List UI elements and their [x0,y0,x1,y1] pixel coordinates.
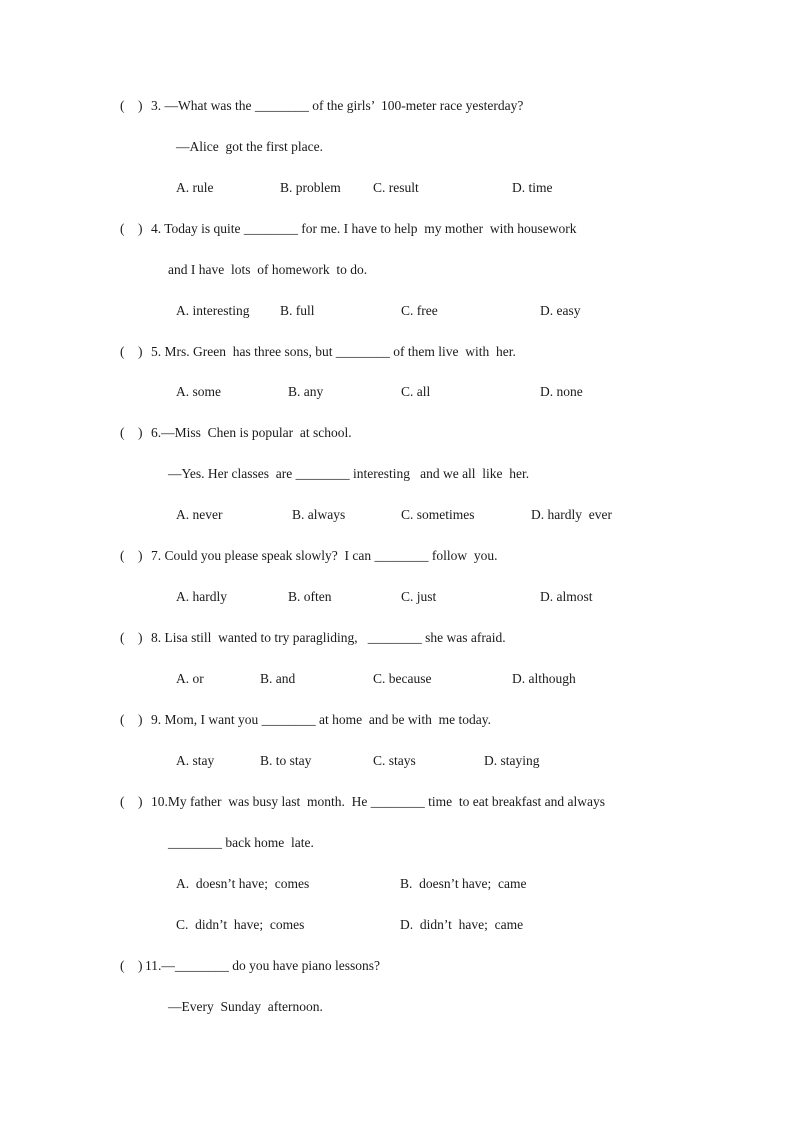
option-a[interactable]: A. interesting [176,303,250,318]
option-b[interactable]: B. and [260,671,296,686]
option-a[interactable]: A. doesn’t have; comes [176,876,310,891]
question-line: and I have lots of homework to do. [168,262,368,277]
answer-blank[interactable]: ( ) [120,425,143,440]
option-b[interactable]: B. often [288,589,332,604]
question-line: ________ back home late. [168,835,314,850]
option-c[interactable]: C. because [373,671,432,686]
option-d[interactable]: D. hardly ever [531,507,612,522]
question-line: —Alice got the first place. [176,139,323,154]
answer-blank[interactable]: ( ) [120,712,143,727]
option-a[interactable]: A. or [176,671,204,686]
question-stem: 4. Today is quite ________ for me. I have to help my mother with housework [151,221,577,236]
option-b[interactable]: B. always [292,507,346,522]
option-c[interactable]: C. sometimes [401,507,475,522]
option-a[interactable]: A. some [176,384,221,399]
question-stem: 9. Mom, I want you ________ at home and be with me today. [151,712,491,727]
question-line: —Yes. Her classes are ________ interesting and we all like her. [168,466,530,481]
answer-blank[interactable]: ( ) [120,630,143,645]
answer-blank[interactable]: ( ) [120,98,143,113]
option-d[interactable]: D. easy [540,303,581,318]
answer-blank[interactable]: ( ) [120,794,143,809]
option-b[interactable]: B. problem [280,180,341,195]
option-a[interactable]: A. rule [176,180,214,195]
option-d[interactable]: D. staying [484,753,540,768]
option-c[interactable]: C. result [373,180,419,195]
question-stem: 8. Lisa still wanted to try paragliding, ________ she was afraid. [151,630,506,645]
option-d[interactable]: D. didn’t have; came [400,917,524,932]
question-stem: 6.—Miss Chen is popular at school. [151,425,352,440]
question-stem: 7. Could you please speak slowly? I can ________ follow you. [151,548,498,563]
option-c[interactable]: C. all [401,384,431,399]
option-a[interactable]: A. hardly [176,589,227,604]
option-b[interactable]: B. doesn’t have; came [400,876,527,891]
question-line: —Every Sunday afternoon. [168,999,323,1014]
option-c[interactable]: C. didn’t have; comes [176,917,305,932]
option-b[interactable]: B. to stay [260,753,312,768]
answer-blank[interactable]: ( ) [120,958,143,973]
option-b[interactable]: B. full [280,303,315,318]
answer-blank[interactable]: ( ) [120,548,143,563]
option-c[interactable]: C. free [401,303,438,318]
question-stem: 11.—________ do you have piano lessons? [145,958,380,973]
answer-blank[interactable]: ( ) [120,344,143,359]
option-b[interactable]: B. any [288,384,324,399]
option-d[interactable]: D. time [512,180,553,195]
option-d[interactable]: D. almost [540,589,593,604]
answer-blank[interactable]: ( ) [120,221,143,236]
option-a[interactable]: A. stay [176,753,215,768]
option-a[interactable]: A. never [176,507,223,522]
option-c[interactable]: C. just [401,589,437,604]
option-d[interactable]: D. although [512,671,576,686]
question-stem: 3. —What was the ________ of the girls’ 100-meter race yesterday? [151,98,524,113]
option-c[interactable]: C. stays [373,753,416,768]
question-stem: 5. Mrs. Green has three sons, but ________ of them live with her. [151,344,516,359]
option-d[interactable]: D. none [540,384,583,399]
question-stem: 10.My father was busy last month. He ________ time to eat breakfast and always [151,794,606,809]
